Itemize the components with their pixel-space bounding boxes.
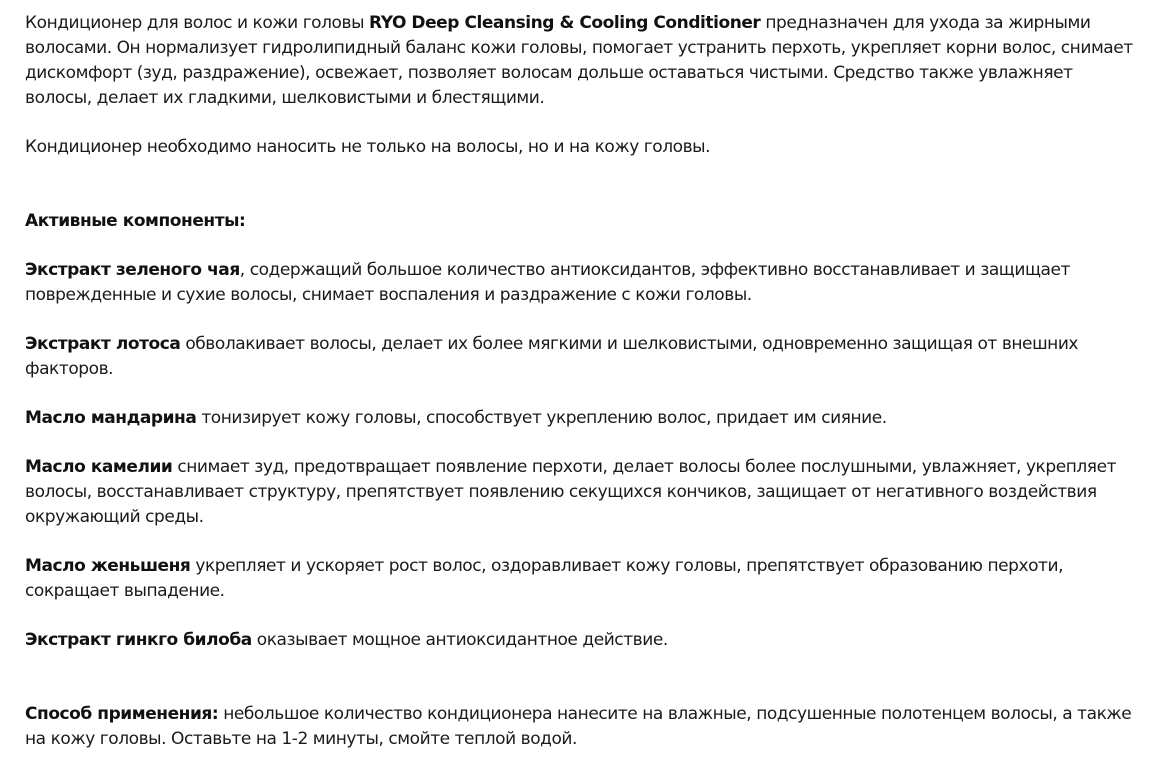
component-text: тонизирует кожу головы, способствует укреплению волос, придает им сияние. bbox=[196, 408, 887, 428]
product-description bbox=[25, 11, 1135, 776]
component-text: снимает зуд, предотвращает появление перхоти, делает волосы более послушными, увлажняет, укрепляет волосы, восстанавливает структуру, препятствует появлению секущихся кончиков, защищает от негативного воздействия окружающий среды. bbox=[25, 457, 1117, 527]
component-text: оказывает мощное антиоксидантное действие. bbox=[251, 630, 668, 650]
intro-prefix: Кондиционер для волос и кожи головы bbox=[25, 13, 369, 33]
component-name: Экстракт зеленого чая bbox=[25, 260, 240, 280]
usage-label: Способ применения: bbox=[25, 704, 219, 724]
intro-suffix: предназначен для ухода за жирными волосами. Он нормализует гидролипидный баланс кожи головы, помогает устранить перхоть, укрепляет корни волос, снимает дискомфорт (зуд, раздражение), освежает, позволяет волосам дольше оставаться чистыми. Средство также увлажняет волосы, делает их гладкими, шелковистыми и блестящими. bbox=[25, 13, 1133, 108]
component-text: обволакивает волосы, делает их более мягкими и шелковистыми, одновременно защищая от внешних факторов. bbox=[25, 334, 1079, 379]
usage-text: небольшое количество кондиционера нанесите на влажные, подсушенные полотенцем волосы, а также на кожу головы. Оставьте на 1-2 минуты, смойте теплой водой. bbox=[25, 704, 1132, 749]
component-item bbox=[25, 258, 1135, 308]
component-name: Масло мандарина bbox=[25, 408, 197, 428]
component-name: Экстракт гинкго билоба bbox=[25, 630, 252, 650]
usage-paragraph bbox=[25, 702, 1135, 752]
component-item bbox=[25, 554, 1135, 604]
component-item bbox=[25, 406, 1135, 431]
application-note: Кондиционер необходимо наносить не только на волосы, но и на кожу головы. bbox=[25, 137, 711, 157]
component-item bbox=[25, 455, 1135, 530]
component-item bbox=[25, 332, 1135, 382]
component-text: , содержащий большое количество антиоксидантов, эффективно восстанавливает и защищает поврежденные и сухие волосы, снимает воспаления и раздражение с кожи головы. bbox=[25, 260, 1070, 305]
component-name: Экстракт лотоса bbox=[25, 334, 181, 354]
component-item bbox=[25, 628, 1135, 653]
product-name: RYO Deep Cleansing & Cooling Conditioner bbox=[369, 13, 761, 33]
active-components-heading: Активные компоненты: bbox=[25, 211, 246, 231]
intro-paragraph bbox=[25, 11, 1135, 111]
component-name: Масло женьшеня bbox=[25, 556, 191, 576]
component-text: укрепляет и ускоряет рост волос, оздоравливает кожу головы, препятствует образованию перхоти, сокращает выпадение. bbox=[25, 556, 1064, 601]
component-name: Масло камелии bbox=[25, 457, 173, 477]
